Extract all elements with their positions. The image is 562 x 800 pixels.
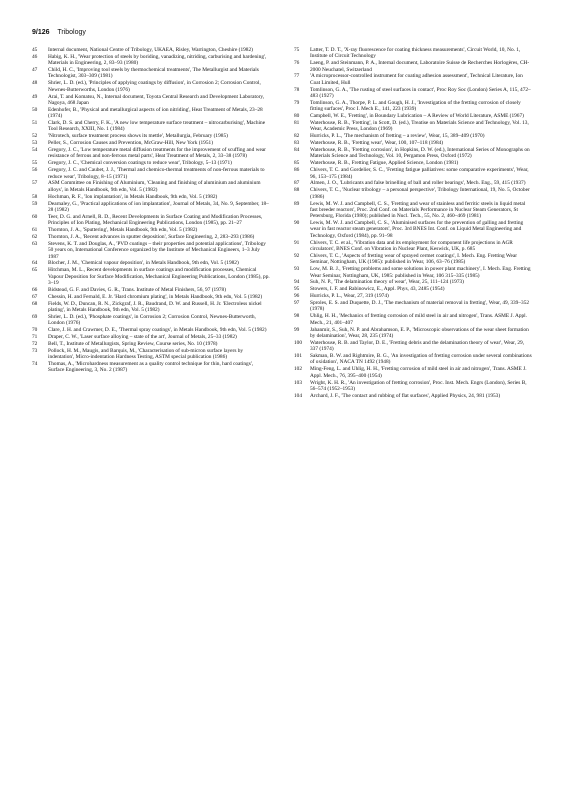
reference-column-left [32,47,270,374]
reference-text: Waterhouse, R. B., Fretting Fatigue, Applied Science, London (1981) [310,160,459,167]
reference-entry [32,327,270,333]
reference-number: 83 [294,140,300,147]
reference-number: 69 [32,313,38,320]
running-header [32,29,86,36]
reference-number: 86 [294,167,300,174]
reference-text: Stowers, I. F. and Rabinowicz, E., Appl. Phys, 43, 2485 (1954) [310,286,445,293]
reference-entry [32,47,270,53]
reference-number: 80 [294,113,300,120]
reference-text: Jahanmir, S., Suh, N. P. and Abrahamson, E. P., 'Microscopic observations of the wear sheet formation by delamination', Wear, 28, 235 (1974) [310,326,529,339]
reference-number: 93 [294,266,300,273]
reference-text: Teer, D. G. and Arnell, R. D., Recent Developments in Surface Coating and Modification Processes, Principles of Ion Plating, Mechanical Engineering Publications, London (1985), pp. 21–27 [48,213,263,227]
reference-entry [32,80,270,93]
reference-entry [32,260,270,266]
reference-number: 64 [32,260,38,267]
reference-text: Sproles, E. S. and Duquette, D. J., 'The mechanism of material removal in fretting', Wear, 49, 339–352 (1978) [310,300,530,313]
reference-text: Thornton, J. A., 'Recent advances in sputter deposition', Surface Engineering, 2, 283–293 (1986) [48,233,255,240]
reference-number: 68 [32,300,38,307]
reference-number: 71 [32,334,38,340]
reference-text: Hochman, R. F., 'Ion implantation', in Metals Handbook, 9th edn, Vol. 5 (1982) [48,193,218,200]
reference-number: 84 [294,147,300,154]
reference-text: Thornton, J. A., 'Sputtering', Metals Handbook, 9th edn, Vol. 5 (1982) [48,227,198,234]
reference-number: 67 [32,293,38,300]
reference-entry [32,94,270,107]
reference-entry [32,267,270,286]
reference-text: Gregory, J. C., 'Chemical conversion coatings to reduce wear', Tribology, 5–13 (1971) [48,160,232,167]
reference-entry [32,120,270,133]
reference-text: Archard, J. F., 'The contact and rubbing of flat surfaces', Applied Physics, 24, 981 (1953) [310,392,501,399]
reference-number: 100 [294,339,303,346]
reference-text: Lewis, M. W. J. and Campbell, C. S., 'Fretting and wear of stainless and ferritic steels in liquid metal fast breeder reactors', Proc. 2nd Conf. on Materials Performance in Nuclear Steam Generators, St Petersburg, Florida (1980); published in Nucl. Tech., 55, No. 2, 460–469 (1981) [310,200,526,220]
reference-number: 45 [32,47,38,53]
reference-text: Campbell, W. E., 'Fretting', in Boundary Lubrication – A Review of World Literature, ASME (1967) [310,113,524,120]
reference-entry [294,353,532,366]
reference-text: Uhlig, H. H., 'Mechanics of fretting corrosion of mild steel in air and nitrogen', Trans. ASME J. Appl. Mech., 21, 401–407 [310,313,527,326]
reference-text: Arai, T. and Komatsu, N., Internal document, Toyota Central Research and Development Laboratory, Nagoya, 468 Japan [48,93,265,106]
reference-number: 75 [294,47,300,53]
reference-number: 62 [32,233,38,240]
reference-number: 79 [294,99,300,106]
reference-text: Hurricks, P. L., 'The mechanism of fretting – a review', Wear, 15, 389–409 (1970) [310,133,485,140]
reference-entry [32,227,270,233]
reference-text: 'Nitrotech, surface treatment process shows its mettle', Metallurgia, February (1985) [48,133,228,140]
reference-entry [32,334,270,340]
reference-number: 96 [294,293,300,300]
reference-entry [294,279,532,285]
reference-entry [32,294,270,300]
reference-text: Suh, N. P., 'The delamination theory of wear', Wear, 25, 111–124 (1973) [310,279,464,286]
running-title: Tribology [57,29,86,36]
reference-entry [294,286,532,292]
reference-text: Sakman, B. W. and Rightmire, B. G., 'An investigation of fretting corrosion under several combinations of oxidation', NACA TN 1492 (1948) [310,353,532,366]
reference-number: 102 [294,366,303,373]
reference-entry [294,113,532,119]
reference-entry [32,241,270,260]
reference-text: Ming-Feng, L. and Uhlig, H. H., 'Fretting corrosion of mild steel in air and nitrogen', Trans. ASME J. Appl. Mech., 76, 395–400 (1954) [310,366,527,379]
reference-entry [294,167,532,180]
reference-text: Chivers, T. C. et al., 'Vibration data and its employment for component life projections in AGR circulators', BNES Conf. on Vibration in Nuclear Plant, Keswick, UK, p. 685 [310,239,513,253]
reference-text: Shrier, L. D. (ed.), 'Phosphate coatings', in Corrosion 2; Corrosion Control, Newnes-Butterworth, London (1976) [48,313,256,327]
reference-entry [294,133,532,139]
reference-entry [294,100,532,113]
reference-number: 53 [32,140,38,147]
reference-entry [294,300,532,313]
reference-entry [294,87,532,100]
reference-text: Tomlinson, G. A., 'The rusting of steel surfaces in contact', Proc Roy Soc (London) Series A, 115, 472–483 (1927) [310,86,531,100]
reference-entry [294,313,532,326]
reference-text: Latter, T. D. T., 'X-ray fluorescence for coating thickness measurements', Circuit World, 10, No. 1, Institute of Circuit Technology [310,47,521,60]
reference-number: 72 [32,340,38,347]
reference-entry [32,214,270,227]
reference-number: 54 [32,147,38,154]
reference-number: 61 [32,227,38,234]
reference-entry [294,47,532,60]
reference-entry [294,393,532,399]
reference-number: 103 [294,379,303,386]
reference-number: 73 [32,347,38,354]
reference-text: Clare, J. H. and Crawmer, D. E., 'Thermal spray coatings', in Metals Handbook, 9th edn, Vol. 5 (1982) [48,327,267,334]
reference-entry [294,327,532,340]
reference-number: 52 [32,133,38,140]
reference-text: Clark, D. S. and Cherry, F. K., 'A new low temperature surface treatment – nitrocarburising', Machine Tool Research, XXIII, No. 1 (1984) [48,120,266,133]
reference-text: Edenhofer, B., 'Physical and metallurgical aspects of ion nitriding', Heat Treatment of Metals, 23–28 (1974) [48,106,263,120]
reference-text: Shrier, L. D. (ed.), 'Principles of applying coatings by diffusion', in Corrosion 2; Corrosion Control, Newnes-Butterworths, London (1976) [48,80,261,93]
reference-number: 81 [294,120,300,127]
reference-text: Internal document, National Centre of Tribology, UKAEA, Risley, Warrington, Cheshire (1982) [48,47,253,53]
reference-text: Gregory, J. C. and Caubet, J. J., 'Thermal and chemico-thermal treatments of non-ferrous materials to reduce wear', Tribology, 8–15 (1971) [48,167,265,180]
reference-number: 65 [32,267,38,274]
reference-number: 104 [294,392,303,399]
reference-number: 57 [32,180,38,187]
reference-text: Chessin, H. and Fernald, E. Jr. 'Hard chromium plating', in Metals Handbook, 9th edn, Vol. 5 (1982) [48,293,263,300]
reference-text: ASM Committee on Finishing of Aluminium, 'Cleaning and finishing of aluminium and aluminium alloys', in Metals Handbook, 9th edn, Vol. 5 (1982) [48,180,261,193]
reference-entry [294,240,532,253]
reference-entry [294,366,532,379]
reference-text: Stevens, K. T. and Douglas, A., 'PVD coatings – their properties and potential applications', Tribology 50 years on, International Conference organized by the Institute of Mechanical Engineers, 1–3 July 1987 [48,240,266,260]
reference-text: Chivers, T. C., 'Nuclear tribology – a personal perspective', Tribology International, 19, No. 5, October (1986) [310,187,530,200]
reference-number: 87 [294,180,300,187]
reference-entry [294,266,532,279]
reference-entry [294,293,532,299]
reference-number: 98 [294,313,300,320]
reference-entry [32,234,270,240]
reference-text: Waterhouse, R. B., 'Fretting wear', Wear, 100, 107–118 (1984) [310,140,444,147]
reference-text: Lewis, M. W. J. and Campbell, C. S., 'Aluminised surfaces for the prevention of galling and fretting wear in fast reactor steam generators', Proc. 3rd BNES Int. Conf. on Liquid Metal Engineering and Technology, Oxford (1984), pp. 91–98 [310,220,524,239]
reference-text: Chivers, T. C. and Gordelier, S. C., 'Fretting fatigue palliatives: some comparative experiments', Wear, 96, 153–175 (1984) [310,167,529,180]
reference-number: 55 [32,160,38,167]
reference-entry [32,361,270,374]
reference-number: 99 [294,326,300,333]
reference-entry [32,287,270,293]
reference-number: 89 [294,200,300,207]
reference-number: 97 [294,300,300,307]
reference-text: Almen, J. O., 'Lubricants and false brinelling of ball and roller bearings', Mech. Eng., 59, 415 (1937) [310,180,526,187]
reference-entry [32,341,270,347]
reference-number: 66 [32,286,38,293]
reference-text: Peller, S., Corrosion Causes and Prevention, McGraw-Hill, New York (1951) [48,140,213,147]
reference-entry [32,201,270,214]
reference-number: 74 [32,361,38,368]
reference-entry [32,301,270,314]
reference-number: 60 [32,213,38,220]
reference-entry [32,133,270,139]
reference-entry [294,340,532,353]
reference-number: 82 [294,133,300,140]
reference-number: 90 [294,220,300,227]
reference-text: Gregory, J. C., 'Low temperature metal diffusion treatments for the improvement of scuffing and wear resistance of ferrous and non-ferrous metal parts', Heat Treatment of Metals, 2, 33–38 (1978) [48,147,266,160]
reference-entry [294,147,532,160]
reference-text: Wright, K. H. R., 'An investigation of fretting corrosion', Proc. Inst. Mech. Engrs (London), Series B, 56–574 (1952–1953) [310,379,527,392]
reference-entry [294,120,532,133]
reference-number: 95 [294,286,300,293]
reference-number: 59 [32,200,38,207]
reference-entry [32,67,270,80]
reference-text: Draper, C. W., 'Laser surface alloying – state of the art', Journal of Metals, 25–33 (1982) [48,334,237,340]
reference-text: Hurricks, P. L., Wear, 27, 319 (1974) [310,293,389,300]
reference-number: 94 [294,279,300,286]
reference-text: Blocher, J. M., 'Chemical vapour deposition', in Metals Handbook, 9th edn, Vol. 5 (1982) [48,260,239,267]
reference-entry [294,220,532,239]
reference-number: 63 [32,240,38,247]
reference-text: Bell, T., Institute of Metallurgists, Spring Review, Course series, No. 10 (1978) [48,340,218,347]
reference-text: Fields, W. D., Duncan, R. N., Zickgraf, J. R., Baudrand, D. W. and Russell, H. Jr. 'Electroless nickel plating', in Metals Handbook, 9th edn, Vol. 5 (1982) [48,300,262,313]
reference-text: Child, H. C., 'Improving tool steels by thermochemical treatments', The Metallurgist and Materials Technologist, 303–309 (1981) [48,67,259,80]
reference-text: Laeng, P. and Steinmann, P. A., Internal document, Laboratoire Suisse de Recherches Horlogères, CH-2000 Neuchatel, Switzerland [310,60,530,73]
reference-number: 47 [32,67,38,74]
reference-text: Habig, K. H., 'Wear protection of steels by boriding, vanadizing, nitriding, carburising and hardening', Materials in Engineering, 2, 83–93 (1980) [48,53,267,67]
reference-number: 85 [294,160,300,167]
reference-entry [294,180,532,186]
reference-number: 91 [294,239,300,246]
reference-number: 77 [294,73,300,80]
reference-text: Thomas, A., 'Microhardness measurement as a quality control technique for thin, hard coatings', Surface Engineering, 3, No. 2 (1987) [48,361,254,374]
reference-number: 49 [32,93,38,100]
reference-entry [32,160,270,166]
reference-number: 46 [32,53,38,60]
reference-entry [32,167,270,180]
reference-entry [294,60,532,73]
reference-text: Tomlinson, G. A., Thorpe, P. L. and Gough, H. J., 'Investigation of the fretting corrosion of closely fitting surfaces', Proc I. Mech E., 141, 223 (1939) [310,99,521,113]
reference-number: 51 [32,120,38,127]
reference-entry [32,54,270,67]
reference-entry [294,187,532,200]
reference-text: Dearnaley, G., 'Practical applications of ion implantation', Journal of Metals, 34, No. 9, September, 18–28 (1982) [48,200,269,213]
reference-text: 'A microprocessor-controlled instrument for coating adhesion assessment', Technical Literature, Ion Coat Limited, Hull [310,73,523,86]
page-number: 9/126 [32,29,50,36]
reference-number: 50 [32,106,38,113]
reference-number: 70 [32,327,38,334]
reference-entry [294,380,532,393]
reference-entry [32,140,270,146]
reference-text: Pollock, H. M., Maugis, and Barquis, M., 'Characterisation of sub-micron surface layers by indentation', Micro-indentation Hardness Testing, ASTM special publication (1986) [48,347,244,361]
reference-entry [32,147,270,160]
reference-text: Low, M. B. J., 'Fretting problems and some solutions in power plant machinery', I. Mech. Eng. Fretting Wear Seminar, Nottingham, UK, 1985: published in Wear, 106 315–335 (1985) [310,266,531,279]
reference-text: Waterhouse, R. B., 'Fretting', in Scott, D. (ed.), Treatise on Materials Science and Technology, Vol. 13, Wear, Academic Press, London (1969) [310,120,529,133]
reference-entry [294,140,532,146]
reference-entry [32,314,270,327]
reference-number: 101 [294,353,303,360]
reference-number: 56 [32,167,38,174]
reference-text: Bidstead, G. F. and Davies, G. R., Trans. Institute of Metal Finishers, 56, 97 (1978) [48,286,226,293]
reference-text: Waterhouse, R. B. and Taylor, D. E., 'Fretting debris and the delamination theory of wear', Wear, 29, 337 (1974) [310,339,525,353]
reference-column-right [294,47,532,400]
reference-entry [294,201,532,220]
reference-number: 88 [294,187,300,194]
reference-entry [294,160,532,166]
reference-entry [32,107,270,120]
reference-text: Chivers, T. C., 'Aspects of fretting wear of sprayed cermet coatings', I. Mech. Eng. Fretting Wear Seminar, Nottingham, UK (1985): published in Wear, 106, 63–76 (1985) [310,252,518,266]
reference-number: 76 [294,60,300,67]
reference-entry [294,253,532,266]
reference-number: 78 [294,86,300,93]
reference-entry [32,348,270,361]
reference-entry [294,73,532,86]
reference-number: 48 [32,80,38,87]
reference-text: Waterhouse, R. B., 'Fretting corrosion', in Hopkins, D. W. (ed.), International Series of Monographs on Materials Science and Technology, Vol. 10, Pergamon Press, Oxford (1972) [310,147,530,160]
reference-number: 92 [294,252,300,259]
reference-entry [32,194,270,200]
reference-entry [32,180,270,193]
reference-text: Hitchman, M. L., Recent developments in surface coatings and modification processes, Chemical Vapour Deposition for Surface Modification, Mechanical Engineering Publications, London (1985), pp. 3–19 [48,267,270,286]
reference-number: 58 [32,193,38,200]
